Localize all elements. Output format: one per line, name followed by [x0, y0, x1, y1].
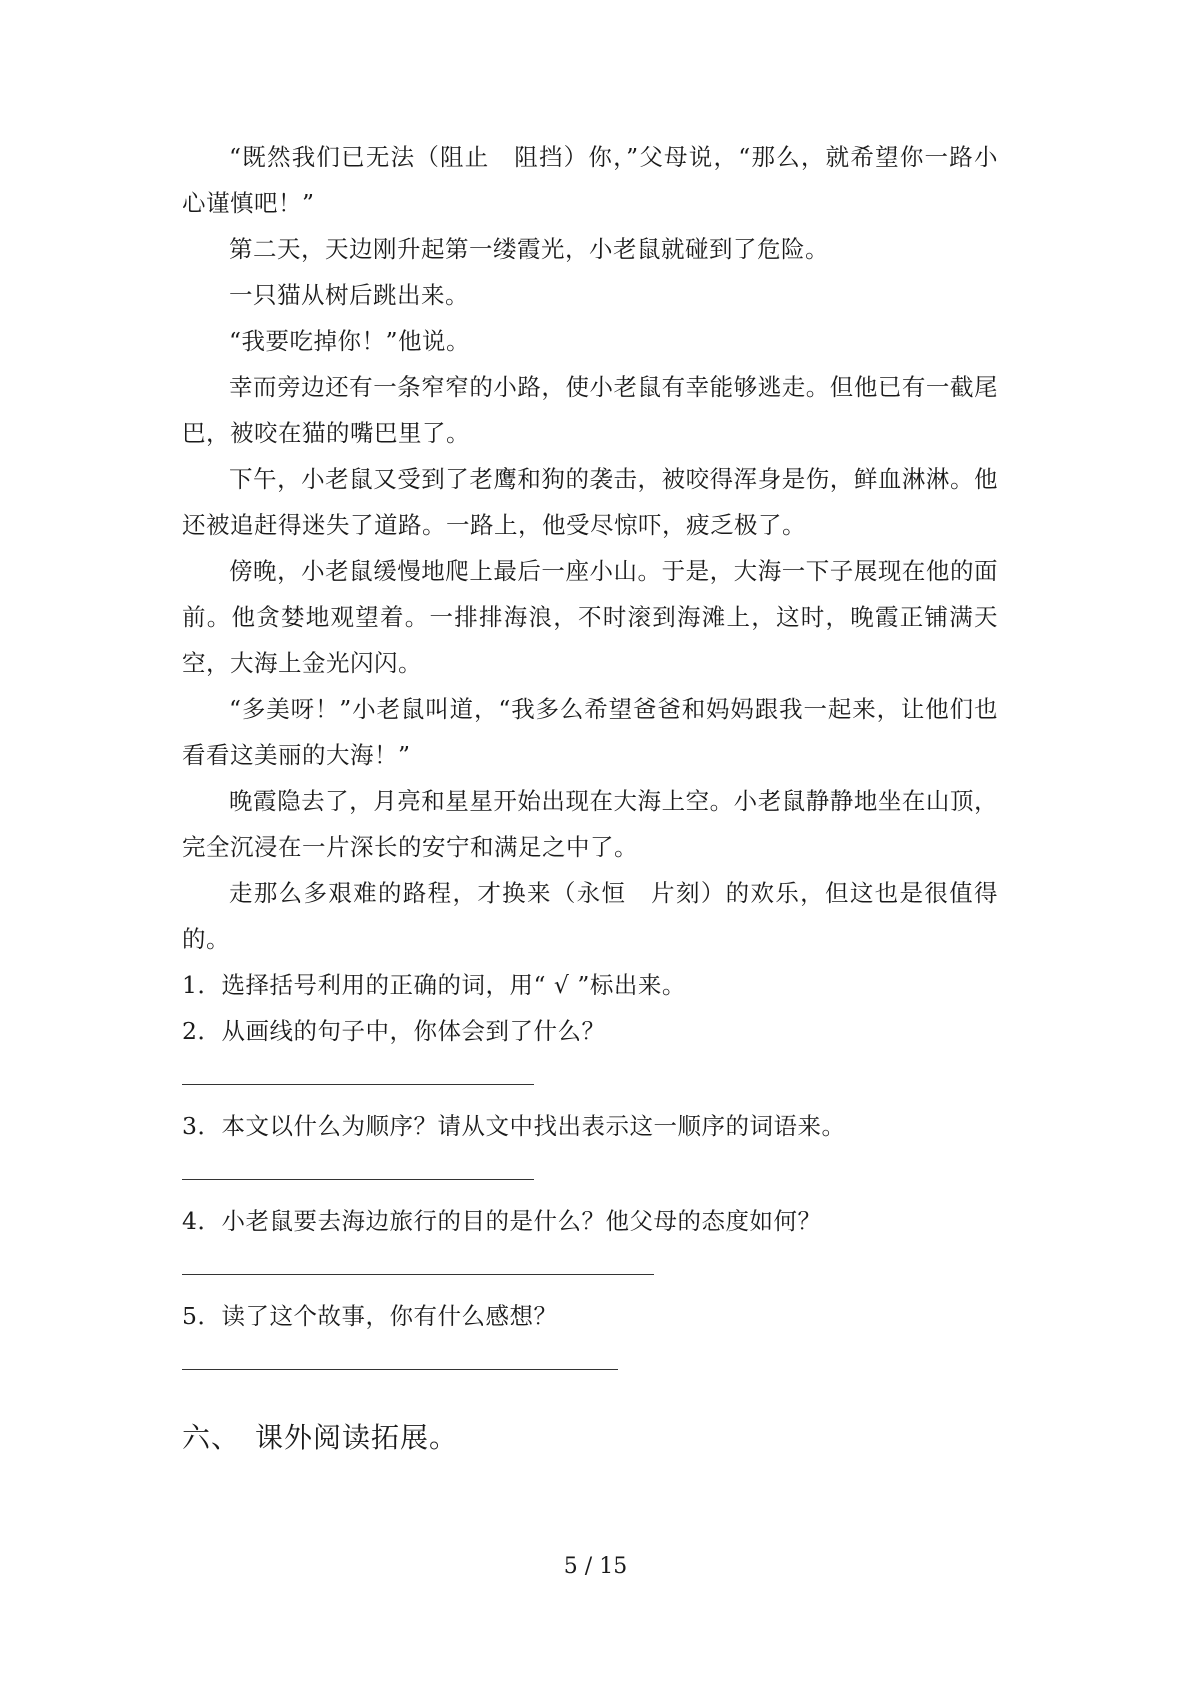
answer-line-2[interactable] [182, 1084, 534, 1085]
section-title: 六、 课外阅读拓展。 [182, 1421, 459, 1454]
question-4: 4．小老鼠要去海边旅行的目的是什么？他父母的态度如何？ [182, 1207, 822, 1235]
question-3: 3．本文以什么为顺序？请从文中找出表示这一顺序的词语来。 [182, 1112, 846, 1140]
document-page [182, 0, 998, 1458]
paragraph-10: 走那么多艰难的路程，才换来（永恒 片刻）的欢乐，但这也是很值得的。 [182, 879, 998, 953]
question-2: 2．从画线的句子中，你体会到了什么？ [182, 1017, 606, 1045]
paragraph-3: 一只猫从树后跳出来。 [229, 281, 469, 309]
section-spacer [182, 1388, 998, 1418]
answer-line-3[interactable] [182, 1179, 534, 1180]
answer-line-5[interactable] [182, 1369, 618, 1370]
paragraph-9: 晚霞隐去了，月亮和星星开始出现在大海上空。小老鼠静静地坐在山顶，完全沉浸在一片深长的安宁和满足之中了。 [182, 787, 998, 861]
page-number: 5 / 15 [563, 1554, 628, 1579]
paragraph-6: 下午，小老鼠又受到了老鹰和狗的袭击，被咬得浑身是伤，鲜血淋淋。他还被追赶得迷失了道路。一路上，他受尽惊吓，疲乏极了。 [182, 465, 998, 539]
question-5: 5．读了这个故事，你有什么感想？ [182, 1302, 558, 1330]
paragraph-5: 幸而旁边还有一条窄窄的小路，使小老鼠有幸能够逃走。但他已有一截尾巴，被咬在猫的嘴巴里了。 [182, 373, 998, 447]
top-margin [182, 0, 998, 134]
paragraph-2: 第二天，天边刚升起第一缕霞光，小老鼠就碰到了危险。 [229, 235, 829, 263]
paragraph-7: 傍晚，小老鼠缓慢地爬上最后一座小山。于是，大海一下子展现在他的面前。他贪婪地观望着。一排排海浪，不时滚到海滩上，这时，晚霞正铺满天空，大海上金光闪闪。 [182, 557, 998, 677]
question-1: 1．选择括号利用的正确的词，用“ √ ”标出来。 [182, 971, 686, 999]
paragraph-1: “既然我们已无法（阻止 阻挡）你，”父母说，“那么，就希望你一路小心谨慎吧！” [182, 143, 998, 217]
paragraph-8: “多美呀！”小老鼠叫道，“我多么希望爸爸和妈妈跟我一起来，让他们也看看这美丽的大海！” [182, 695, 998, 769]
answer-line-4[interactable] [182, 1274, 654, 1275]
paragraph-4: “我要吃掉你！”他说。 [229, 327, 471, 355]
